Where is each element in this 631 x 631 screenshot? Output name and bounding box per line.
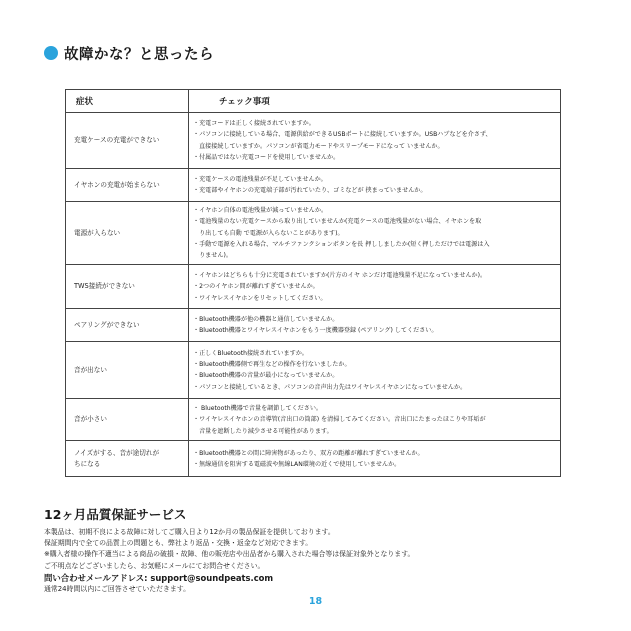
table-row	[66, 441, 561, 477]
warranty-line: ※購入者様の操作不適当による商品の破損・故障、他の販売店や出品者から購入された場合等は保証対象外となります。	[44, 550, 415, 559]
symptom-cell: 充電ケースの充電ができない	[66, 113, 189, 169]
check-item: りません)。	[193, 252, 232, 260]
checks-cell	[189, 202, 561, 265]
check-item: り出しても自動 で電源が入らないことがあります)。	[193, 229, 344, 237]
check-item: ・付属品ではない充電コードを使用していませんか。	[193, 153, 340, 161]
check-item: ・充電コードは正しく接続されていますか。	[193, 119, 315, 127]
check-item: ・ Bluetooth機器で音量を調節してください。	[193, 405, 323, 413]
check-item: ・ワイヤレスイヤホンの音導管(音出口の筒部) を清掃してみてください。音出口にたまったほこりや耳垢が	[193, 416, 486, 424]
check-item: ・パソコンに接続している場合、電源供給ができるUSBポートに接続していますか。USBハブなどを介さず、	[193, 131, 492, 139]
symptom-cell: 音が出ない	[66, 342, 189, 399]
checks-cell	[189, 265, 561, 309]
check-item: ・イヤホンはどちらも十分に充電されていますか(片方のイヤ ホンだけ電池残量不足になっていませんか)。	[193, 272, 487, 280]
response-hours: 通常24時間以内にご回答させていただきます。	[44, 584, 191, 593]
check-item: ・無線通信を阻害する電磁波や無線LAN環境の近くで使用していませんか。	[193, 460, 401, 468]
check-item: ・イヤホン自体の電池残量が減っていませんか。	[193, 207, 328, 214]
checks-cell	[189, 441, 561, 477]
page-number: 18	[308, 596, 323, 607]
check-item: 音量を遮断したり減少させる可能性があります。	[193, 427, 333, 435]
check-item: 直接接続していますか。パソコンが省電力モードやスリープモードになって いませんか。	[193, 142, 444, 150]
header-checks: チェック事項	[189, 90, 561, 113]
table-row	[66, 169, 561, 202]
check-item: ・パソコンと接続しているとき、パソコンの音声出力先はワイヤレスイヤホンになっていませんか。	[193, 383, 467, 391]
symptom-cell: 音が小さい	[66, 399, 189, 441]
warranty-section	[44, 505, 584, 595]
check-item: ・Bluetooth機器との間に障害物があったり、双方の距離が離れすぎていませんか。	[193, 449, 424, 457]
symptom-cell: イヤホンの充電が始まらない	[66, 169, 189, 202]
check-item: ・Bluetooth機器側で再生などの操作を行ないましたか。	[193, 361, 351, 369]
check-item: ・Bluetooth機器の音量が最小になっていませんか。	[193, 372, 339, 380]
checks-cell	[189, 399, 561, 441]
checks-cell	[189, 113, 561, 169]
table-row	[66, 309, 561, 342]
bullet-dot-icon	[44, 46, 58, 60]
warranty-line: 保証期間内で全ての品質上の問題とも、弊社より返品・交換・返金など対応できます。	[44, 539, 313, 548]
symptom-cell: 電源が入らない	[66, 202, 189, 265]
check-item: ・Bluetooth機器が他の機器と通信していませんか。	[193, 316, 339, 324]
checks-cell	[189, 169, 561, 202]
contact-email: 問い合わせメールアドレス: support@soundpeats.com	[44, 572, 274, 583]
checks-cell	[189, 342, 561, 399]
section-title: 故障かな？と思ったら	[64, 46, 214, 63]
check-item: ・電池残量のない充電ケースから取り出していませんか(充電ケースの電池残量がない場合、イヤホンを取	[193, 218, 482, 226]
table-row	[66, 265, 561, 309]
header-symptom: 症状	[66, 90, 189, 113]
symptom-cell: ペアリングができない	[66, 309, 189, 342]
table-row	[66, 399, 561, 441]
symptom-cell: TWS接続ができない	[66, 265, 189, 309]
table-row	[66, 113, 561, 169]
check-item: ・正しくBluetooth接続されていますか。	[193, 349, 308, 357]
symptom-text: ノイズがする、音が途切れが	[74, 448, 160, 457]
table-row	[66, 202, 561, 265]
warranty-title: 12ヶ月品質保証サービス	[44, 507, 187, 522]
warranty-line: 本製品は、初期不良による故障に対してご購入日より12か月の製品保証を提供しております。	[44, 528, 335, 536]
warranty-line: ご不明点などございましたら、お気軽にメールにてお問合せください。	[44, 561, 265, 570]
check-item: ・2つのイヤホン間が離れすぎていませんか。	[193, 283, 319, 291]
check-item: ・Bluetooth機器とワイヤレスイヤホンをもう一度機器登録 (ペアリング) してください。	[193, 327, 438, 335]
symptom-text: ちになる	[74, 459, 101, 468]
check-item: ・ワイヤレスイヤホンをリセットしてください。	[193, 294, 327, 302]
symptom-cell	[66, 441, 189, 477]
checks-cell	[189, 309, 561, 342]
section-heading	[44, 42, 214, 64]
troubleshooting-table	[65, 89, 561, 477]
check-item: ・手動で電源を入れる場合、マルチファンクションボタンを長 押ししましたか(短く押しただけでは電源は入	[193, 240, 490, 248]
table-row	[66, 342, 561, 399]
table-header-row	[66, 90, 561, 113]
check-item: ・充電ケースの電池残量が不足していませんか。	[193, 175, 327, 183]
check-item: ・充電部やイヤホンの充電端子部が汚れていたり、ゴミなどが 挟まっていませんか。	[193, 187, 427, 194]
